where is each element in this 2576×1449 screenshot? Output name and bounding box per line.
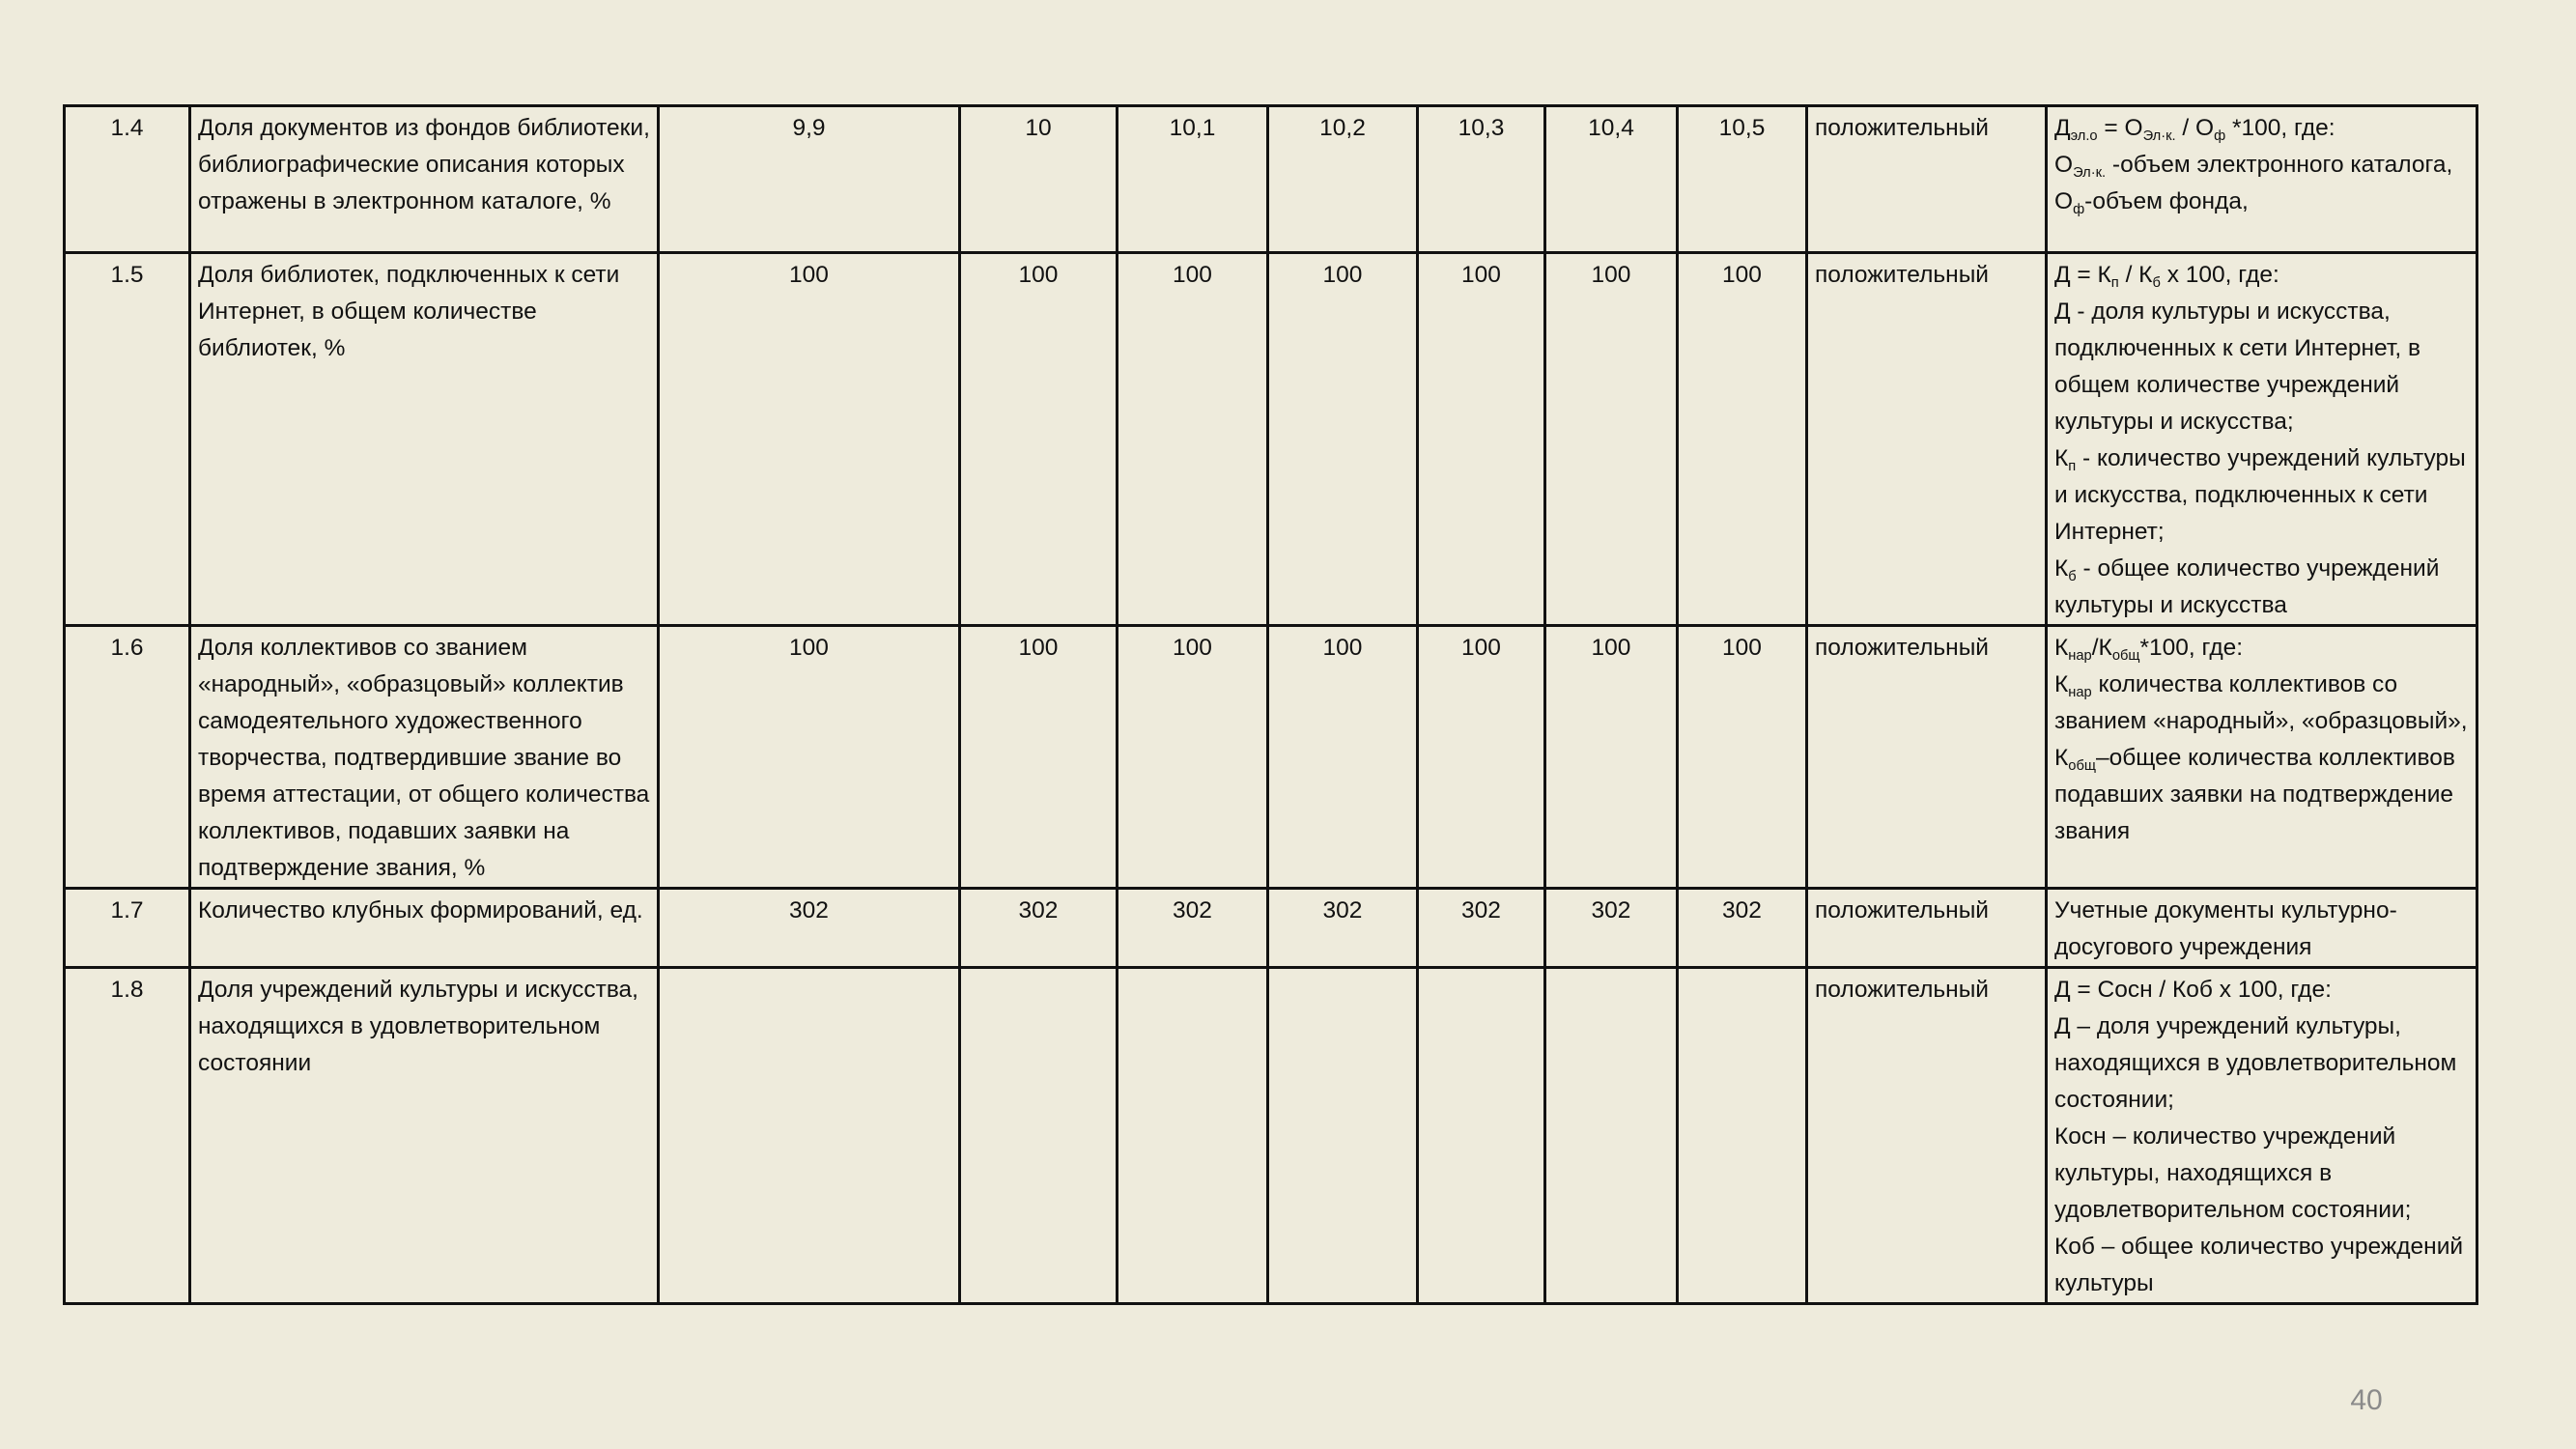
value-cell: 100 [1268, 626, 1418, 889]
formula-line: $К_п$ - количество учреждений культуры и искусства, подключенных к сети Интернет; [2054, 445, 2466, 545]
value-cell: 10,3 [1418, 106, 1545, 253]
formula-line: Коб – общее количество учреждений культуры [2054, 1234, 2464, 1296]
indicator-name: Доля библиотек, подключенных к сети Интернет, в общем количестве библиотек, % [190, 253, 659, 626]
formula-line: Косн – количество учреждений культуры, находящихся в удовлетворительном состоянии; [2054, 1123, 2412, 1223]
value-cell: 302 [1118, 889, 1268, 968]
value-cell: 100 [659, 626, 960, 889]
value-cell: 9,9 [659, 106, 960, 253]
row-number: 1.4 [65, 106, 190, 253]
direction-cell: положительный [1807, 106, 2047, 253]
value-cell [659, 968, 960, 1304]
row-number: 1.5 [65, 253, 190, 626]
indicator-name: Доля учреждений культуры и искусства, находящихся в удовлетворительном состоянии [190, 968, 659, 1304]
value-cell: 302 [659, 889, 960, 968]
formula-line: $К_{общ}$–общее количества коллективов подавших заявки на подтверждение звания [2054, 745, 2455, 844]
value-cell: 100 [1678, 626, 1807, 889]
formula-cell [2047, 626, 2477, 889]
value-cell: 100 [1545, 626, 1678, 889]
value-cell: 100 [960, 253, 1118, 626]
formula-cell [2047, 968, 2477, 1304]
formula-line: Д – доля учреждений культуры, находящихся в удовлетворительном состоянии; [2054, 1013, 2457, 1113]
indicator-name: Количество клубных формирований, ед. [190, 889, 659, 968]
table-row [65, 106, 2477, 253]
value-cell: 100 [1545, 253, 1678, 626]
value-cell: 100 [960, 626, 1118, 889]
value-cell [1545, 968, 1678, 1304]
value-cell: 10,5 [1678, 106, 1807, 253]
formula-line: Д = Сосн / Коб х 100, где: [2054, 977, 2332, 1003]
value-cell: 100 [1678, 253, 1807, 626]
formula-cell [2047, 253, 2477, 626]
value-cell [1418, 968, 1545, 1304]
table-row [65, 968, 2477, 1304]
formula-line: $О_{Эл\cdot к.}$ -объем электронного каталога, [2054, 152, 2453, 182]
formula-line: $К_{нар}/К_{общ}*100$, где: [2054, 635, 2244, 665]
value-cell: 10,2 [1268, 106, 1418, 253]
formula-line: $К_б$ - общее количество учреждений культуры и искусства [2054, 555, 2440, 618]
direction-cell: положительный [1807, 626, 2047, 889]
row-number: 1.7 [65, 889, 190, 968]
direction-cell: положительный [1807, 889, 2047, 968]
value-cell: 100 [1118, 253, 1268, 626]
value-cell: 10,4 [1545, 106, 1678, 253]
value-cell: 100 [1418, 626, 1545, 889]
formula-cell [2047, 889, 2477, 968]
indicator-name: Доля документов из фондов библиотеки, библиографические описания которых отражены в электронном каталоге, % [190, 106, 659, 253]
value-cell: 302 [960, 889, 1118, 968]
indicator-name: Доля коллективов со званием «народный», «образцовый» коллектив самодеятельного художественного творчества, подтвердившие звание во время аттестации, от общего количества коллективов, подавших заявки на подтверждение звания, % [190, 626, 659, 889]
value-cell: 100 [659, 253, 960, 626]
direction-cell: положительный [1807, 968, 2047, 1304]
formula-line: $К_{нар}$ количества коллективов со званием «народный», «образцовый», [2054, 671, 2468, 734]
table-row [65, 626, 2477, 889]
value-cell [1268, 968, 1418, 1304]
value-cell [1678, 968, 1807, 1304]
value-cell: 302 [1268, 889, 1418, 968]
value-cell: 10,1 [1118, 106, 1268, 253]
value-cell [1118, 968, 1268, 1304]
table-row [65, 253, 2477, 626]
row-number: 1.8 [65, 968, 190, 1304]
indicators-table [63, 104, 2478, 1305]
value-cell: 100 [1418, 253, 1545, 626]
value-cell: 100 [1268, 253, 1418, 626]
value-cell: 100 [1118, 626, 1268, 889]
formula-line: $Д_{эл.о} = О_{Эл\cdot к.} / О_ф$ *100, где: [2054, 115, 2335, 145]
table-body [65, 106, 2477, 1304]
formula-cell [2047, 106, 2477, 253]
formula-line: Учетные документы культурно-досугового учреждения [2054, 897, 2397, 960]
value-cell: 302 [1545, 889, 1678, 968]
page-number: 40 [2350, 1384, 2383, 1416]
value-cell: 302 [1418, 889, 1545, 968]
formula-line: $Д = К_п / К_б$ х 100, где: [2054, 262, 2279, 292]
formula-line: Д - доля культуры и искусства, подключенных к сети Интернет, в общем количестве учреждений культуры и искусства; [2054, 298, 2421, 435]
value-cell: 10 [960, 106, 1118, 253]
table-row [65, 889, 2477, 968]
value-cell [960, 968, 1118, 1304]
formula-line: $О_ф$-объем фонда, [2054, 188, 2249, 218]
direction-cell: положительный [1807, 253, 2047, 626]
row-number: 1.6 [65, 626, 190, 889]
value-cell: 302 [1678, 889, 1807, 968]
